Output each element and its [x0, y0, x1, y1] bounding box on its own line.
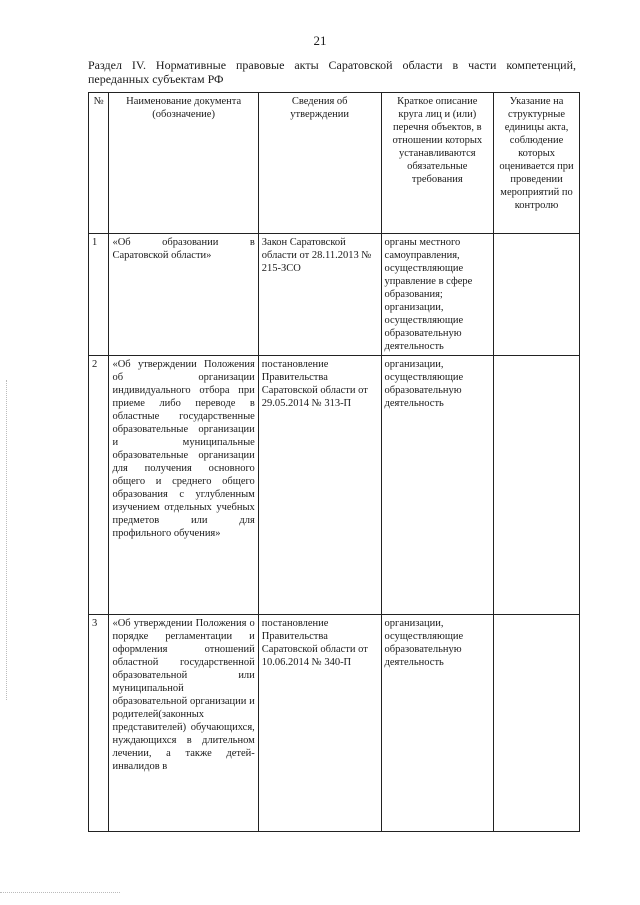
section-title: Раздел IV. Нормативные правовые акты Саратовской области в части компетенций, переданных субъектам РФ — [88, 58, 576, 86]
structural-units-note — [494, 615, 580, 832]
document-name: «Об утверждении Положения об организации индивидуального отбора при приеме либо переводе в областные государственные образовательные организации и муниципальные образовательные организации для получения основного общего и среднего общего образования с углубленным изучением отдельных учебных предметов или для профильного обучения» — [109, 356, 258, 615]
table-row — [89, 234, 580, 356]
table-row — [89, 356, 580, 615]
header-description: Краткое описание круга лиц и (или) перечня объектов, в отношении которых устанавливаются обязательные требования — [381, 93, 494, 234]
row-number: 2 — [89, 356, 109, 615]
row-number: 1 — [89, 234, 109, 356]
scan-margin-artifact — [6, 380, 8, 700]
table-header-row — [89, 93, 580, 234]
structural-units-note — [494, 234, 580, 356]
subjects-description: организации, осуществляющие образовательную деятельность — [381, 356, 494, 615]
structural-units-note — [494, 356, 580, 615]
table-row — [89, 615, 580, 832]
document-name: «Об образовании в Саратовской области» — [109, 234, 258, 356]
approval-info: постановление Правительства Саратовской области от 10.06.2014 № 340-П — [258, 615, 381, 832]
approval-info: постановление Правительства Саратовской области от 29.05.2014 № 313-П — [258, 356, 381, 615]
header-note: Указание на структурные единицы акта, соблюдение которых оценивается при проведении мероприятий по контролю — [494, 93, 580, 234]
regulatory-acts-table — [88, 92, 580, 832]
subjects-description: органы местного самоуправления, осуществляющие управление в сфере образования; организации, осуществляющие образовательную деятельность — [381, 234, 494, 356]
subjects-description: организации, осуществляющие образовательную деятельность — [381, 615, 494, 832]
approval-info: Закон Саратовской области от 28.11.2013 № 215-ЗСО — [258, 234, 381, 356]
header-num: № — [89, 93, 109, 234]
page-number: 21 — [313, 33, 327, 48]
row-number: 3 — [89, 615, 109, 832]
scan-bottom-artifact — [0, 892, 120, 894]
document-name: «Об утверждении Положения о порядке регламентации и оформления отношений областной государственной образовательной или муниципальной образовательной организации и родителей(законных представителей) обучающихся, нуждающихся в длительном лечении, а также детей-инвалидов в — [109, 615, 258, 832]
header-name: Наименование документа (обозначение) — [109, 93, 258, 234]
header-approval: Сведения об утверждении — [258, 93, 381, 234]
